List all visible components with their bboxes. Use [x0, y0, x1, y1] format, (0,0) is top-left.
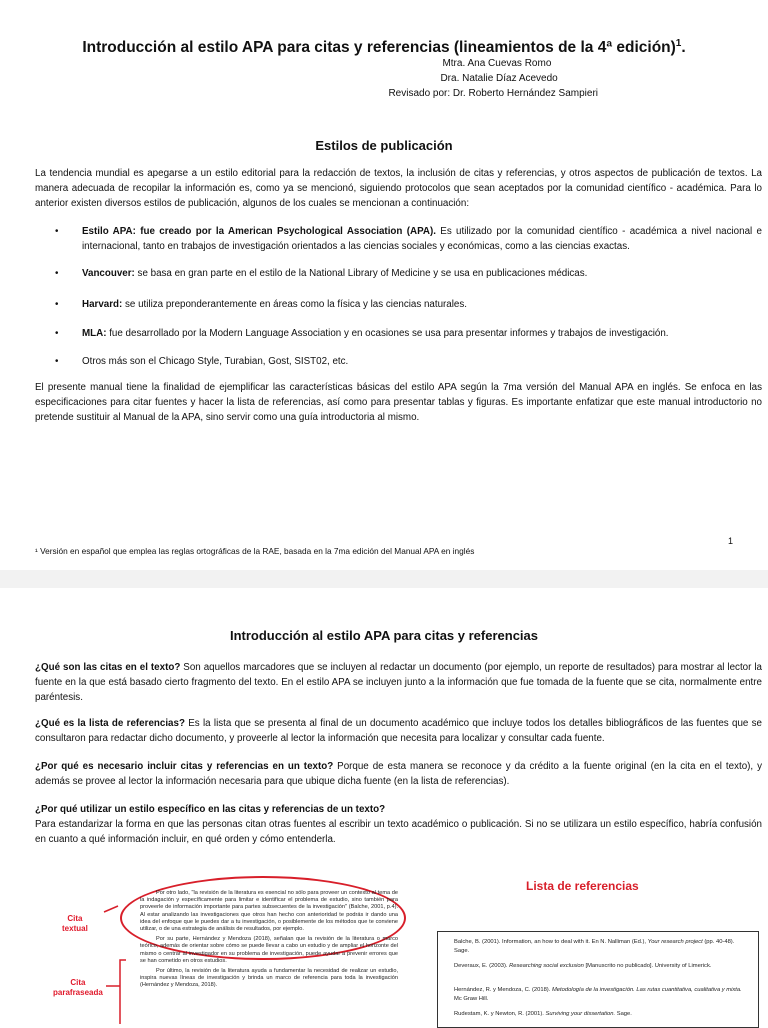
list-item: • Harvard: se utiliza preponderantemente en áreas como la física y las ciencias naturales.: [35, 297, 762, 312]
author-line: Dra. Natalie Díaz Acevedo: [440, 73, 558, 84]
intro-paragraph: La tendencia mundial es apegarse a un estilo editorial para la redacción de textos, la inclusión de citas y referencias, y otros aspectos de publicación de textos. La manera adecuada de recopilar la información es, como ya se mencionó, siguiendo protocolos que sean aceptados por la comunidad científico - académica. Para lo anterior existen diversos estilos de publicación, algunos de los cuales se mencionan a continuación:: [35, 168, 762, 210]
section-heading-publication-styles: Estilos de publicación: [315, 138, 453, 153]
reviewer-line: Revisado por: Dr. Roberto Hernández Sampieri: [388, 88, 598, 99]
title-footnote-mark: 1: [675, 38, 682, 49]
excerpt-text: [140, 890, 398, 993]
page-break: [0, 570, 768, 588]
excerpt-paragraph: Por su parte, Hernández y Mendoza (2018), señalan que la revisión de la literatura o marco teórico, además de orientar sobre cómo se puede llevar a cabo un estudio y de ampliar el horizonte del mismo o centrar al investigador en su problema de investigación, puede ayudar a prevenir errores que se han cometido en otros estudios.: [140, 936, 398, 964]
list-item: • Estilo APA: fue creado por la American Psychological Association (APA). Es utilizado por la comunidad científico - académica a nivel nacional e internacional, tanto en trabajos de investigación orientados a las ciencias sociales y económicas, como a las ciencias exactas.: [55, 226, 762, 253]
footnote: ¹ Versión en español que emplea las reglas ortográficas de la RAE, basada en la 7ma edición del Manual APA en inglés: [35, 546, 475, 556]
paraphrase-bracket: [120, 960, 126, 1024]
author-line: Mtra. Ana Cuevas Romo: [442, 58, 552, 69]
list-item: • Otros más son el Chicago Style, Turabian, Gost, SIST02, etc.: [35, 354, 762, 369]
author-list: [388, 56, 598, 101]
references-box: [437, 931, 759, 1028]
qa-paragraph: ¿Por qué utilizar un estilo específico en las citas y referencias de un texto? Para estandarizar la forma en que las personas citan otras fuentes al escribir un texto académico o publicación. Si no se utilizara un estilo específico, habría confusión en cuanto a qué información incluir, en qué orden y cómo entenderla.: [35, 804, 762, 846]
bullet-icon: •: [55, 299, 59, 310]
excerpt-paragraph: Por otro lado, "la revisión de la literatura es esencial no sólo para proveer un contexto al tema de la indagación y específicamente para limitar e identificar el problema de estudio, sino también para proveerle de información importante para partes subsecuentes de la investigación" (Balche, 2001, p.4). Al estar analizando las investigaciones que otros han hecho con anterioridad te podrás ir dando una idea del enfoque que le puedes dar a tu investigación, o posiblemente de los métodos que te conviene utilizar, o de una estrategia de análisis de resultados, por ejemplo.: [140, 890, 398, 933]
document-title: Introducción al estilo APA para citas y referencias (lineamientos de la 4ª edición)$^1$.: [82, 38, 686, 57]
bullet-icon: •: [55, 226, 59, 237]
bullet-icon: •: [55, 268, 59, 279]
list-item: • Vancouver: se basa en gran parte en el estilo de la National Library of Medicine y se usa en publicaciones médicas.: [35, 266, 762, 281]
reference-entry: Rudestam, K. y Newton, R. (2001). Surviving your dissertation. Sage.: [454, 1011, 632, 1017]
reference-entry: Balche, B. (2001). Information, an how to deal with it. En N. Nalliman (Ed.), Your research project (pp. 40-48). Sage.: [454, 939, 735, 954]
closing-paragraph: El presente manual tiene la finalidad de ejemplificar las características básicas del estilo APA según la 7ma versión del Manual APA en inglés. Se enfoca en las especificaciones para citar fuentes y hacer la lista de referencias, así como para presentar tablas y figuras. Es importante enfatizar que este manual introductorio no pretende sustituir al Manual de la APA, sino servir como una guía introductoria al mismo.: [35, 382, 762, 424]
page-number: 1: [728, 536, 734, 546]
section-heading-apa-intro: Introducción al estilo APA para citas y referencias: [229, 628, 538, 643]
qa-paragraph: ¿Qué son las citas en el texto? Son aquellos marcadores que se incluyen al redactar un documento (por ejemplo, un reporte de resultados) para mostrar al lector la fuente en la que está basado cierto fragmento del texto. En el estilo APA se incluyen junto a la información que fue tomada de la fuente que se cita, normalmente entre paréntesis.: [35, 662, 762, 704]
bullet-icon: •: [55, 356, 59, 367]
bullet-icon: •: [55, 328, 59, 339]
textual-pointer-line: [104, 906, 118, 912]
reference-entry: Hernández, R. y Mendoza, C. (2018). Metodología de la investigación. Las rutas cuantitativa, cualitativa y mixta. Mc Graw Hill.: [454, 987, 742, 1002]
label-textual-citation: Cita textual: [62, 914, 88, 933]
qa-paragraph: ¿Por qué es necesario incluir citas y referencias en un texto? Porque de esta manera se reconoce y da crédito a la fuente original (en la cita en el texto), y además se provee al lector la información necesaria para que ubique dicha fuente (en la lista de referencias).: [35, 761, 762, 788]
reference-entry: Deveraux, E. (2003). Researching social exclusion [Manuscrito no publicado]. University of Limerick.: [454, 963, 712, 969]
references-title: Lista de referencias: [526, 879, 639, 893]
excerpt-paragraph: Por último, la revisión de la literatura ayuda a fundamentar la necesidad de realizar un estudio, inspira nuevas líneas de investigación y brinda un marco de referencia para toda la investigación (Hernández y Mendoza, 2018).: [140, 968, 398, 989]
list-item: • MLA: fue desarrollado por la Modern Language Association y en ocasiones se usa para presentar informes y trabajos de investigación.: [35, 326, 762, 341]
qa-paragraph: ¿Qué es la lista de referencias? Es la lista que se presenta al final de un documento académico que incluye todos los detalles bibliográficos de las fuentes que se consultaron para redactar dicho documento, y proveerle al lector la información que necesita para localizar y consultar cada fuente.: [35, 718, 762, 745]
label-paraphrased-citation: Cita parafraseada: [53, 978, 103, 997]
